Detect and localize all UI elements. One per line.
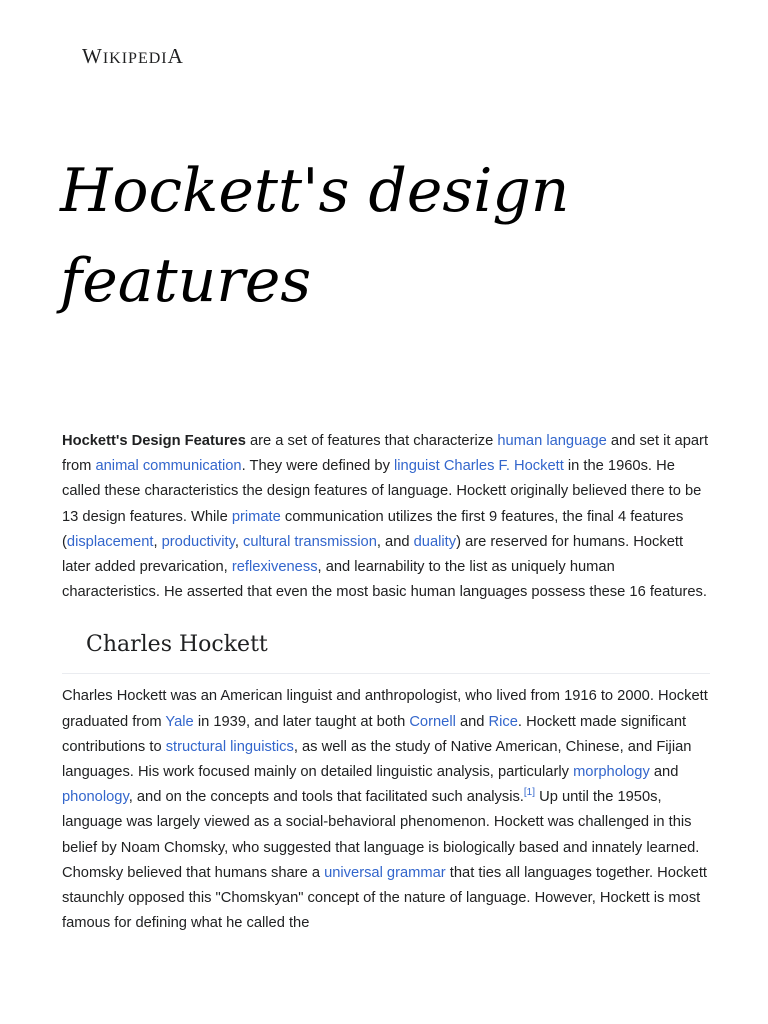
link-universal-grammar[interactable]: universal grammar (324, 864, 446, 881)
link-rice[interactable]: Rice (488, 713, 518, 730)
intro-text: ) are reserved for humans. Hockett later added prevarication, (62, 533, 684, 576)
page-title: Hockett's design features (60, 156, 570, 316)
link-productivity[interactable]: productivity (161, 533, 235, 550)
wikipedia-wordmark[interactable] (82, 44, 184, 69)
link-cultural-transmission[interactable]: cultural transmission (243, 533, 377, 550)
link-human-language[interactable]: human language (497, 433, 607, 449)
lead-term: Hockett's Design Features (62, 433, 246, 449)
intro-text: are a set of features that characterize (245, 433, 498, 449)
link-animal-communication[interactable]: animal communication (95, 458, 242, 475)
section-text: that ties all languages together. Hockett staunchly opposed this "Chomskyan" concept of the nature of language. However, Hockett is most famous for defining what he called the (62, 864, 707, 932)
link-duality[interactable]: duality (413, 533, 457, 550)
wordmark-initial: W (82, 44, 103, 68)
intro-text: , (153, 533, 162, 550)
wordmark-middle: IKIPEDI (102, 50, 168, 67)
link-yale[interactable]: Yale (165, 713, 194, 730)
link-charles-hockett[interactable]: Charles F. Hockett (443, 458, 564, 475)
link-morphology[interactable]: morphology (573, 764, 650, 781)
intro-paragraph (62, 429, 710, 605)
link-cornell[interactable]: Cornell (409, 713, 456, 730)
section-heading-charles-hockett[interactable]: Charles Hockett (62, 630, 710, 674)
link-displacement[interactable]: displacement (66, 533, 154, 550)
intro-text: in the 1960s. He called these characteristics the design features of language. Hockett originally believed there to be 13 design features. While (62, 458, 702, 525)
link-phonology[interactable]: phonology (62, 789, 129, 806)
section-text: and (455, 713, 489, 730)
section-text: and (649, 764, 679, 781)
section-text: . Hockett made significant contributions to (62, 713, 687, 755)
section-text: Charles Hockett was an American linguist and anthropologist, who lived from 1916 to 2000. Hockett graduated from (62, 688, 708, 730)
section-text: , and on the concepts and tools that facilitated such analysis. (128, 789, 524, 806)
link-structural-linguistics[interactable]: structural linguistics (165, 738, 294, 755)
section-paragraph (62, 684, 710, 936)
intro-text: communication utilizes the first 9 features, the final 4 features ( (62, 508, 684, 550)
article-content (62, 429, 710, 936)
link-reflexiveness[interactable]: reflexiveness (231, 559, 318, 576)
intro-text: , (234, 533, 243, 550)
intro-text: . They were defined by (241, 458, 394, 475)
section-text: in 1939, and later taught at both (193, 713, 410, 730)
wordmark-final: A (167, 44, 184, 68)
intro-text: and set it apart from (62, 433, 709, 475)
link-primate[interactable]: primate (231, 508, 281, 525)
reference-1-link[interactable]: [1] (523, 787, 536, 799)
intro-text: , and (376, 533, 414, 550)
section-text: Up until the 1950s, language was largely viewed as a social-behavioral phenomenon. Hockett was challenged in this belief by Noam Chomsky, who suggested that language is biologically based and innately learned. Chomsky believed that humans share a (62, 789, 700, 881)
section-text: , as well as the study of Native American, Chinese, and Fijian languages. His work focused mainly on detailed linguistic analysis, particularly (62, 738, 692, 781)
intro-text: , and learnability to the list as uniquely human characteristics. He asserted that even the most basic human languages possess these 16 features. (62, 559, 707, 601)
link-linguist[interactable]: linguist (394, 458, 440, 475)
